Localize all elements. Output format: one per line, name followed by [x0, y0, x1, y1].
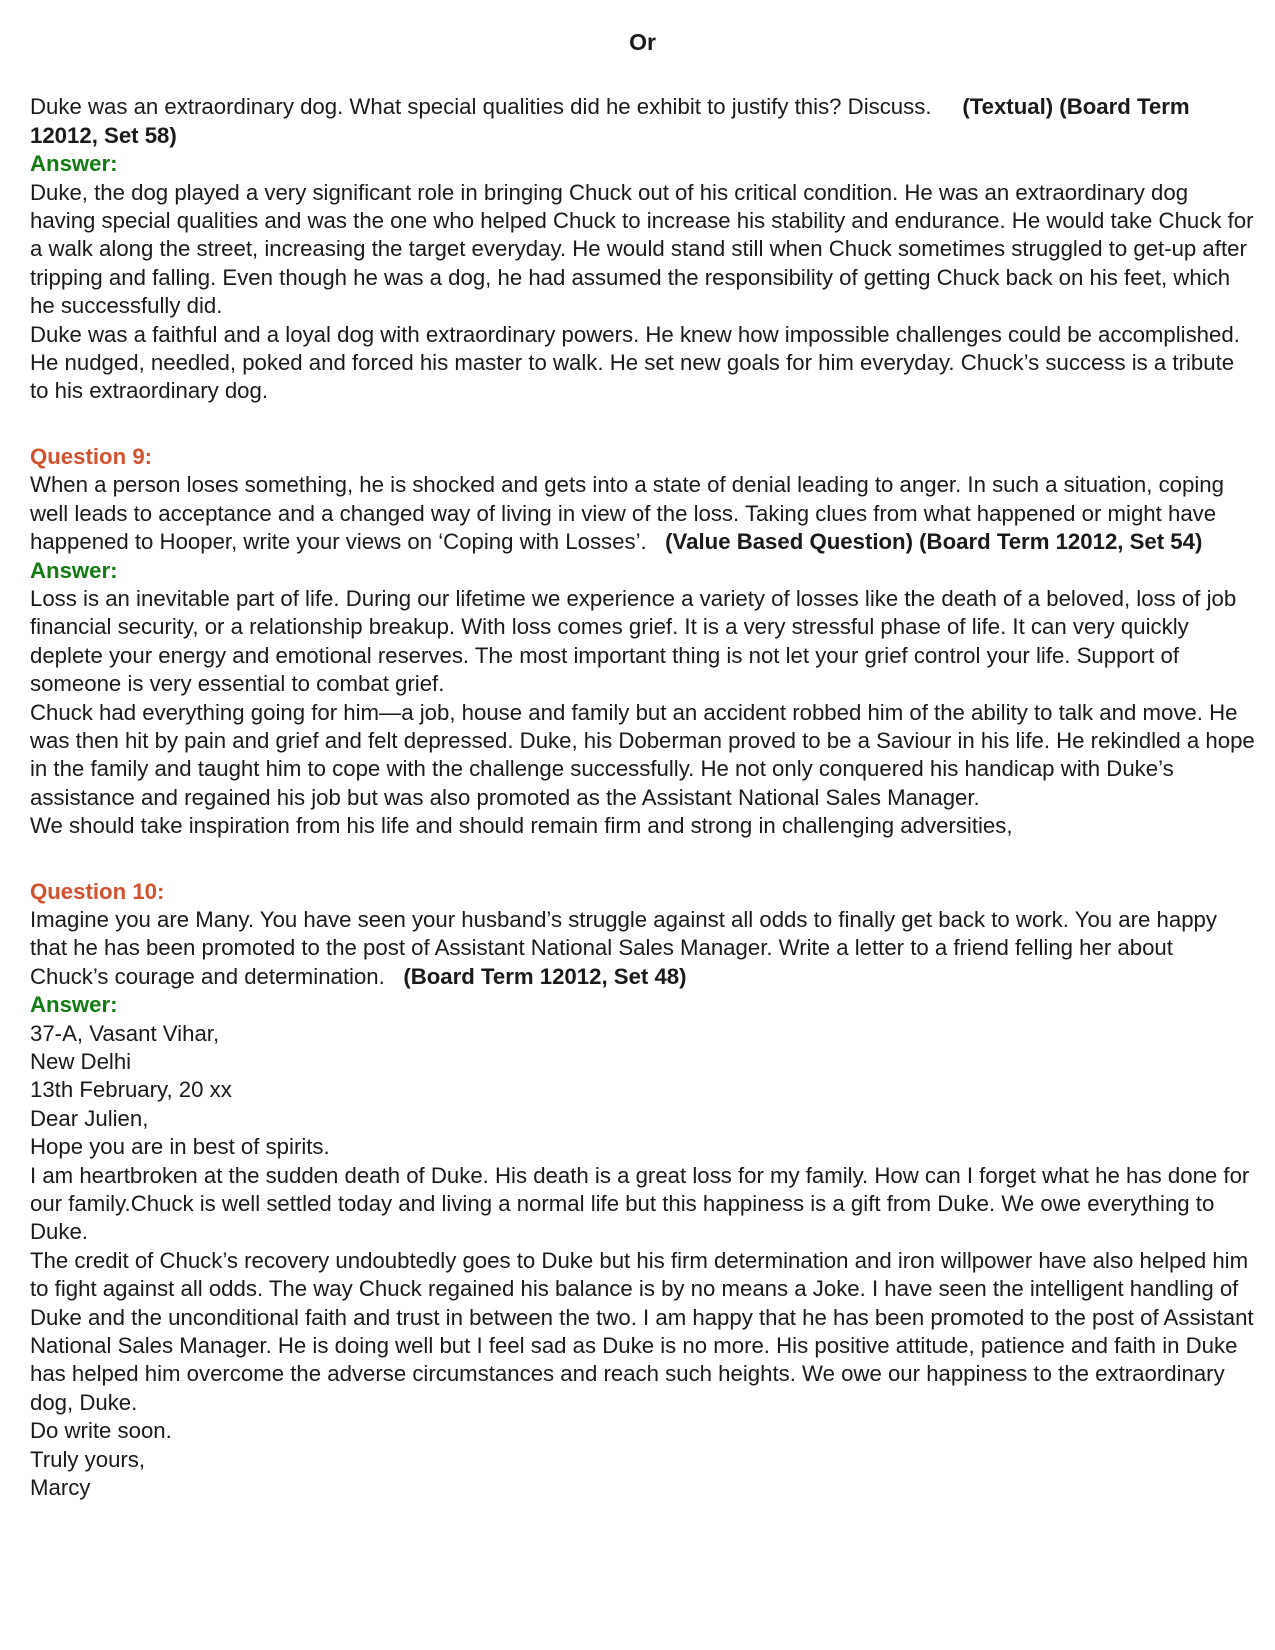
answer-paragraph: Duke was a faithful and a loyal dog with extraordinary powers. He knew how impossible challenges could be accomplished. He nudged, needled, poked and forced his master to walk. He set new goals for him everyday. Chuck’s success is a tribute to his extraordinary dog.	[30, 321, 1240, 404]
question-9-text: When a person loses something, he is shocked and gets into a state of denial leading to anger. In such a situation, coping well leads to acceptance and a changed way of living in view of the loss. Taking clues from what happened or might have happened to Hooper, write your views on ‘Coping with Losses’.	[30, 472, 1224, 555]
or-heading: Or	[629, 29, 656, 55]
question-9-section	[30, 443, 1255, 841]
letter-date: 13th February, 20 xx	[30, 1077, 232, 1103]
letter	[30, 1020, 1255, 1503]
question-9-prompt	[30, 471, 1255, 556]
question-9-source-tag: (Value Based Question) (Board Term 12012, Set 54)	[665, 529, 1203, 555]
question-10-prompt	[30, 906, 1255, 991]
letter-paragraph: I am heartbroken at the sudden death of Duke. His death is a great loss for my family. How can I forget what he has done for our family.Chuck is well settled today and living a normal life but this happiness is a gift from Duke. We owe everything to Duke.	[30, 1162, 1250, 1245]
question-8-section	[30, 93, 1255, 405]
question-10-label: Question 10:	[30, 878, 165, 904]
question-9-label: Question 9:	[30, 443, 153, 469]
letter-paragraph: The credit of Chuck’s recovery undoubtedly goes to Duke but his firm determination and iron willpower have also helped him to fight against all odds. The way Chuck regained his balance is by no means a Joke. I have seen the intelligent handling of Duke and the unconditional faith and trust in between the two. I am happy that he has been promoted to the post of Assistant National Sales Manager. He is doing well but I feel sad as Duke is no more. His positive attitude, patience and faith in Duke has helped him overcome the adverse circumstances and reach such heights. We owe our happiness to the extraordinary dog, Duke.	[30, 1247, 1254, 1415]
letter-address-line: New Delhi	[30, 1049, 132, 1074]
answer-label: Answer:	[30, 992, 118, 1018]
answer-paragraph: We should take inspiration from his life and should remain firm and strong in challenging adversities,	[30, 813, 1013, 839]
letter-sign-off: Truly yours,	[30, 1446, 146, 1472]
letter-salutation: Dear Julien,	[30, 1105, 149, 1131]
question-8-prompt	[30, 93, 1255, 150]
letter-closing-line: Do write soon.	[30, 1418, 172, 1444]
letter-greeting: Hope you are in best of spirits.	[30, 1134, 330, 1160]
answer-paragraph: Loss is an inevitable part of life. During our lifetime we experience a variety of losses like the death of a beloved, loss of job financial security, or a relationship breakup. With loss comes grief. It is a very stressful phase of life. It can very quickly deplete your energy and emotional reserves. The most important thing is not let your grief control your life. Support of someone is very essential to combat grief.	[30, 585, 1237, 697]
document-page	[30, 24, 1255, 1503]
answer-paragraph: Duke, the dog played a very significant role in bringing Chuck out of his critical condition. He was an extraordinary dog having special qualities and was the one who helped Chuck to increase his stability and endurance. He would take Chuck for a walk along the street, increasing the target everyday. He would stand still when Chuck sometimes struggled to get-up after tripping and falling. Even though he was a dog, he had assumed the responsibility of getting Chuck back on his feet, which he successfully did.	[30, 179, 1254, 319]
letter-address-line: 37-A, Vasant Vihar,	[30, 1020, 220, 1046]
question-8-text: Duke was an extraordinary dog. What special qualities did he exhibit to justify this? Discuss.	[30, 94, 932, 120]
question-10-text: Imagine you are Many. You have seen your husband’s struggle against all odds to finally get back to work. You are happy that he has been promoted to the post of Assistant National Sales Manager. Write a letter to a friend felling her about Chuck’s courage and determination.	[30, 906, 1217, 989]
section-spacer	[30, 406, 1255, 443]
question-10-section	[30, 878, 1255, 1503]
section-spacer	[30, 841, 1255, 878]
answer-label: Answer:	[30, 151, 118, 177]
question-10-source-tag: (Board Term 12012, Set 48)	[403, 963, 687, 989]
question-8-source-tag: (Textual) (Board Term 12012, Set 58)	[30, 94, 1190, 148]
answer-label: Answer:	[30, 557, 118, 583]
letter-signature: Marcy	[30, 1475, 91, 1501]
answer-paragraph: Chuck had everything going for him—a job, house and family but an accident robbed him of the ability to talk and move. He was then hit by pain and grief and felt depressed. Duke, his Doberman proved to be a Saviour in his life. He rekindled a hope in the family and taught him to cope with the challenge successfully. He not only conquered his handicap with Duke’s assistance and regained his job but was also promoted as the Assistant National Sales Manager.	[30, 699, 1255, 810]
